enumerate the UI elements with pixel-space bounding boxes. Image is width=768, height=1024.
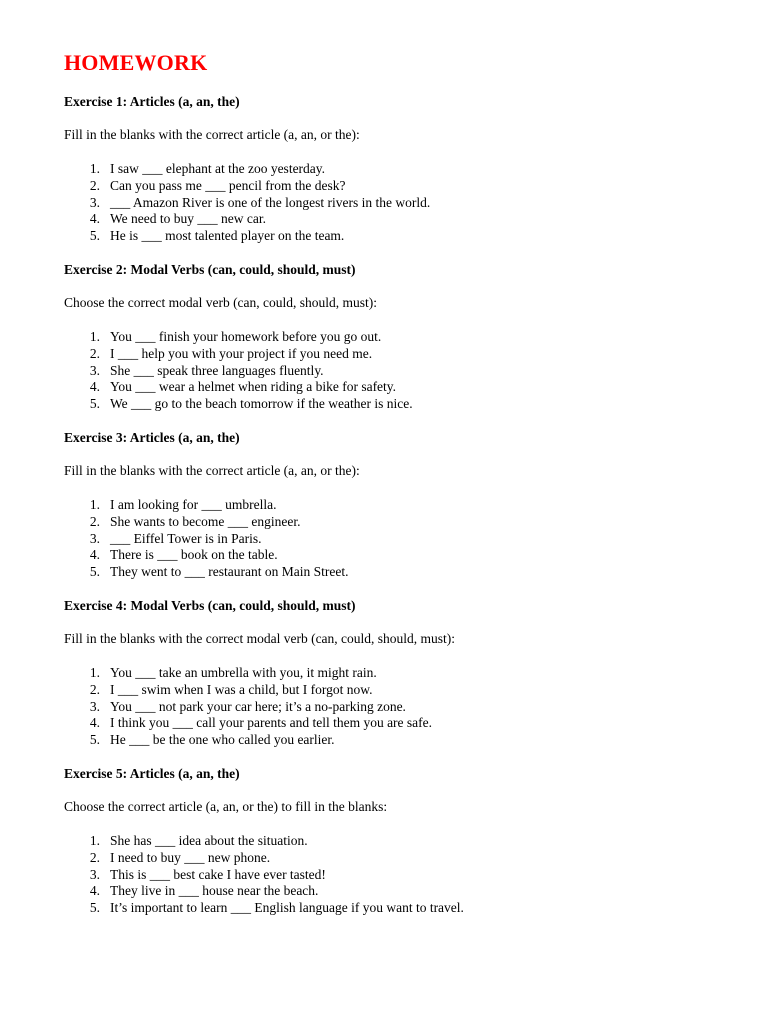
question-text: You ___ finish your homework before you go out. xyxy=(110,328,382,344)
question-number: 3. xyxy=(89,530,100,546)
question-text: ___ Amazon River is one of the longest rivers in the world. xyxy=(110,194,431,210)
exercise-instruction: Fill in the blanks with the correct article (a, an, or the): xyxy=(64,127,360,142)
question-item xyxy=(64,195,744,212)
question-text: I saw ___ elephant at the zoo yesterday. xyxy=(110,161,326,176)
question-item xyxy=(64,900,744,917)
exercise-4 xyxy=(64,598,744,749)
question-text: She has ___ idea about the situation. xyxy=(110,832,308,848)
question-item xyxy=(64,346,744,363)
question-item xyxy=(64,514,744,531)
question-number: 2. xyxy=(89,177,100,193)
question-item xyxy=(64,329,744,346)
question-number: 4. xyxy=(89,547,100,563)
question-number: 2. xyxy=(89,681,100,697)
question-text: She ___ speak three languages fluently. xyxy=(110,362,324,378)
question-text: You ___ wear a helmet when riding a bike for safety. xyxy=(110,379,397,395)
question-number: 2. xyxy=(89,849,100,865)
question-number: 5. xyxy=(89,396,100,412)
question-text: I need to buy ___ new phone. xyxy=(110,849,271,865)
question-item xyxy=(64,497,744,514)
question-text: We ___ go to the beach tomorrow if the weather is nice. xyxy=(110,396,413,412)
question-item xyxy=(64,531,744,548)
question-list xyxy=(64,497,744,581)
question-item xyxy=(64,867,744,884)
question-text: I ___ swim when I was a child, but I forgot now. xyxy=(110,681,373,697)
question-item xyxy=(64,228,744,245)
exercise-1 xyxy=(64,94,744,245)
question-number: 1. xyxy=(89,664,100,680)
question-item xyxy=(64,161,744,178)
question-text: He is ___ most talented player on the team. xyxy=(110,228,345,244)
question-list xyxy=(64,833,744,917)
question-item xyxy=(64,379,744,396)
question-item xyxy=(64,363,744,380)
exercise-5 xyxy=(64,766,744,917)
question-number: 5. xyxy=(89,732,100,748)
question-number: 3. xyxy=(89,194,100,210)
question-item xyxy=(64,699,744,716)
question-item xyxy=(64,682,744,699)
question-number: 2. xyxy=(89,345,100,361)
question-item xyxy=(64,833,744,850)
exercise-heading: Exercise 2: Modal Verbs (can, could, should, must) xyxy=(64,261,356,277)
question-list xyxy=(64,665,744,749)
question-item xyxy=(64,665,744,682)
question-number: 1. xyxy=(89,832,100,848)
question-number: 3. xyxy=(89,362,100,378)
question-item xyxy=(64,715,744,732)
exercise-instruction: Fill in the blanks with the correct modal verb (can, could, should, must): xyxy=(64,630,456,646)
question-item xyxy=(64,564,744,581)
question-text: You ___ take an umbrella with you, it might rain. xyxy=(110,664,377,680)
exercise-instruction: Choose the correct modal verb (can, could, should, must): xyxy=(64,294,378,310)
question-text: There is ___ book on the table. xyxy=(110,547,278,563)
exercise-2 xyxy=(64,262,744,413)
homework-page xyxy=(64,49,744,934)
question-text: This is ___ best cake I have ever tasted! xyxy=(110,866,326,882)
question-text: She wants to become ___ engineer. xyxy=(110,513,301,529)
exercise-heading: Exercise 3: Articles (a, an, the) xyxy=(64,429,240,445)
question-text: It’s important to learn ___ English language if you want to travel. xyxy=(110,900,464,916)
question-text: Can you pass me ___ pencil from the desk? xyxy=(110,177,346,193)
exercise-instruction: Fill in the blanks with the correct article (a, an, or the): xyxy=(64,462,360,478)
question-number: 4. xyxy=(89,715,100,731)
question-item xyxy=(64,732,744,749)
question-number: 5. xyxy=(89,564,100,580)
question-text: ___ Eiffel Tower is in Paris. xyxy=(110,530,262,546)
question-text: They went to ___ restaurant on Main Street. xyxy=(110,564,349,580)
question-number: 5. xyxy=(89,228,100,244)
question-number: 1. xyxy=(89,496,100,512)
exercise-instruction: Choose the correct article (a, an, or the) to fill in the blanks: xyxy=(64,798,388,814)
question-item xyxy=(64,547,744,564)
question-item xyxy=(64,850,744,867)
question-number: 2. xyxy=(89,513,100,529)
question-list xyxy=(64,329,744,413)
question-text: I ___ help you with your project if you need me. xyxy=(110,345,373,361)
question-item xyxy=(64,211,744,228)
question-text: He ___ be the one who called you earlier. xyxy=(110,732,335,748)
page-title: HOMEWORK xyxy=(64,50,208,75)
question-number: 1. xyxy=(89,328,100,344)
exercise-heading: Exercise 4: Modal Verbs (can, could, should, must) xyxy=(64,597,356,613)
question-number: 3. xyxy=(89,698,100,714)
question-number: 1. xyxy=(89,161,100,176)
question-number: 4. xyxy=(89,211,100,227)
question-item xyxy=(64,883,744,900)
question-text: You ___ not park your car here; it’s a no-parking zone. xyxy=(110,698,406,714)
question-text: They live in ___ house near the beach. xyxy=(110,883,319,899)
question-number: 5. xyxy=(89,900,100,916)
question-number: 3. xyxy=(89,866,100,882)
question-item xyxy=(64,396,744,413)
question-text: I am looking for ___ umbrella. xyxy=(110,496,277,512)
question-number: 4. xyxy=(89,379,100,395)
question-item xyxy=(64,178,744,195)
question-number: 4. xyxy=(89,883,100,899)
exercise-list xyxy=(64,94,744,917)
question-list xyxy=(64,161,744,245)
question-text: We need to buy ___ new car. xyxy=(110,211,266,227)
exercise-3 xyxy=(64,430,744,581)
exercise-heading: Exercise 1: Articles (a, an, the) xyxy=(64,94,240,109)
question-text: I think you ___ call your parents and tell them you are safe. xyxy=(110,715,433,731)
exercise-heading: Exercise 5: Articles (a, an, the) xyxy=(64,765,240,781)
